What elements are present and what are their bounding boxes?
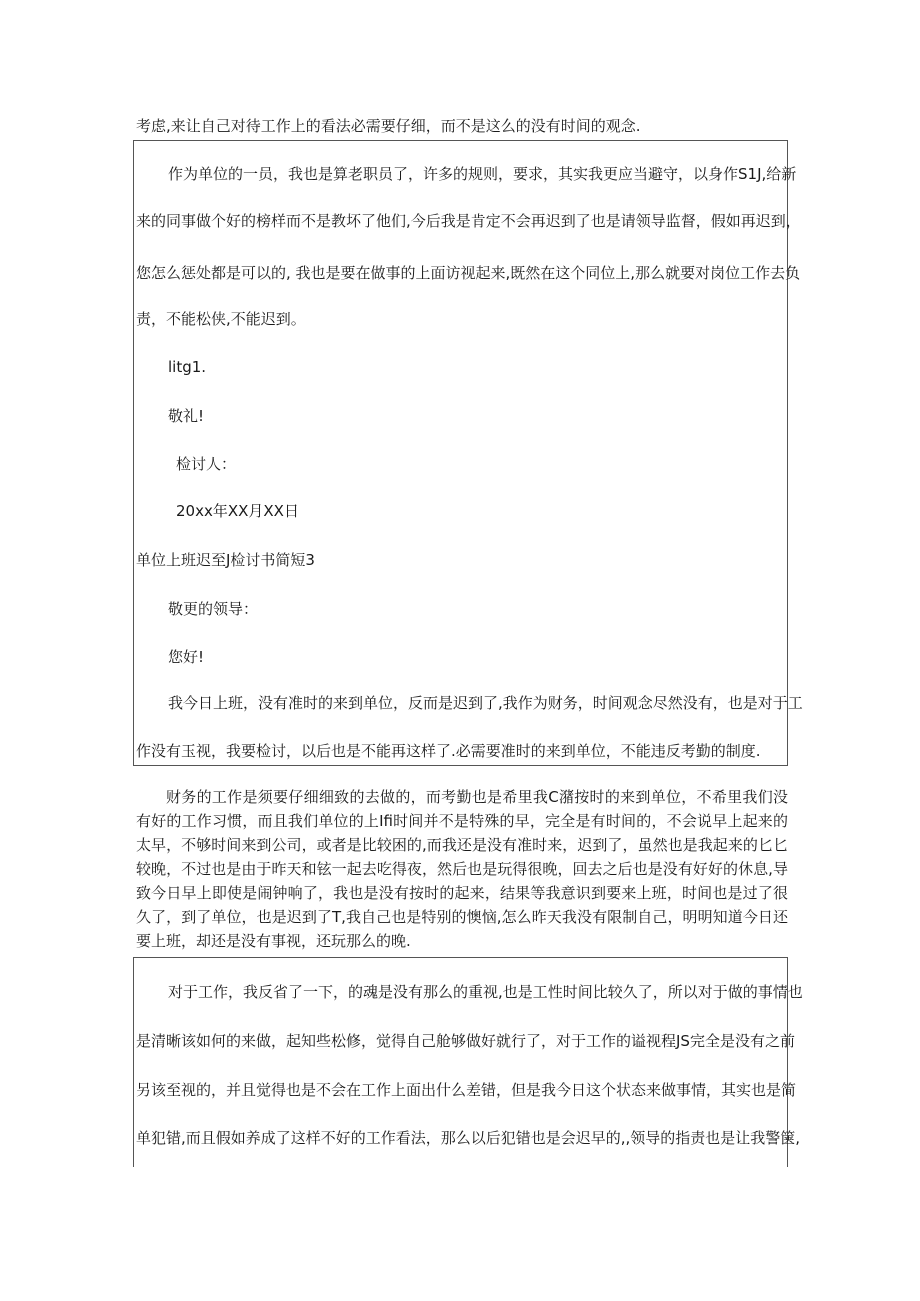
- block1-line-1: 作为单位的一员，我也是算老职员了，许多的规则，要求，其实我更应当避守，以身作S1J,给新: [168, 165, 797, 183]
- block1-line-2: 来的同事做个好的榜样而不是教坏了他们,今后我是肯定不会再迟到了也是请领导监督，假如再迟到，: [136, 212, 801, 230]
- section-title: 单位上班迟至J检讨书简短3: [136, 551, 315, 569]
- block2-line-1: 对于工作，我反省了一下，的魂是没有那么的重视,也是工性时间比较久了，所以对于做的事情也: [168, 983, 803, 1001]
- intro-line: 考虑,来让自己对待工作上的看法必需要仔细，而不是这么的没有时间的观念.: [136, 117, 641, 135]
- bordered-block-1: [133, 140, 788, 766]
- block1-line-3: 您怎么惩处都是可以的, 我也是要在做事的上面访视起来,既然在这个同位上,那么就要对岗位工作去负: [136, 264, 801, 282]
- block1-last-line-1: 我今日上班，没有准时的来到单位，反而是迟到了,我作为财务，时间观念尽然没有，也是对于工: [168, 694, 803, 712]
- block1-line-4: 责，不能松侠,不能迟到。: [136, 310, 306, 328]
- plain-paragraph-block: [136, 785, 788, 953]
- plain-paragraph: 财务的工作是须要仔细细致的去做的，而考勤也是希里我C潴按时的来到单位，不希里我们没有好的工作习惯，而且我们单位的上Ifi时间并不是特殊的早，完全是有时间的，不会说早上起来的太早，不够时间来到公司，或者是比较困的,而我还是没有准时来，迟到了，虽然也是我起来的匕匕较晚，不过也是由于昨天和铉一起去吃得夜，然后也是玩得很晚，回去之后也是没有好好的休息,导致今日早上即使是闹钟响了，我也是没有按时的起来，结果等我意识到要来上班，时间也是过了很久了，到了单位，也是迟到了T,我自己也是特别的懊恼,怎么昨天我没有限制自己，明明知道今日还要上班，却还是没有事视，还玩那么的晚.: [136, 788, 788, 950]
- litg-line: litg1.: [168, 358, 207, 376]
- signer-label: 检讨人：: [176, 455, 237, 473]
- salute-line: 敬礼!: [168, 407, 205, 425]
- greeting-line: 您好!: [168, 648, 205, 666]
- block2-line-4: 单犯错,而且假如养成了这样不好的工作看法，那么以后犯错也是会迟早的,,领导的指责也是让我警箧,: [136, 1129, 801, 1147]
- block2-line-2: 是清晰该如何的来做，起知些松修，觉得自己舱够做好就行了，对于工作的谥视程JS完全是没有之前: [136, 1032, 795, 1050]
- date-line: 20xx年XX月XX日: [176, 502, 299, 520]
- block2-line-3: 另该至视的，并且觉得也是不会在工作上面出什么差错，但是我今日这个状态来做事情，其实也是简: [136, 1081, 797, 1099]
- block1-last-line-2: 作没有玉视，我要检讨，以后也是不能再这样了.必需要准时的来到单位，不能违反考勤的制度.: [136, 742, 761, 760]
- addressee-line: 敬更的领导：: [168, 600, 259, 618]
